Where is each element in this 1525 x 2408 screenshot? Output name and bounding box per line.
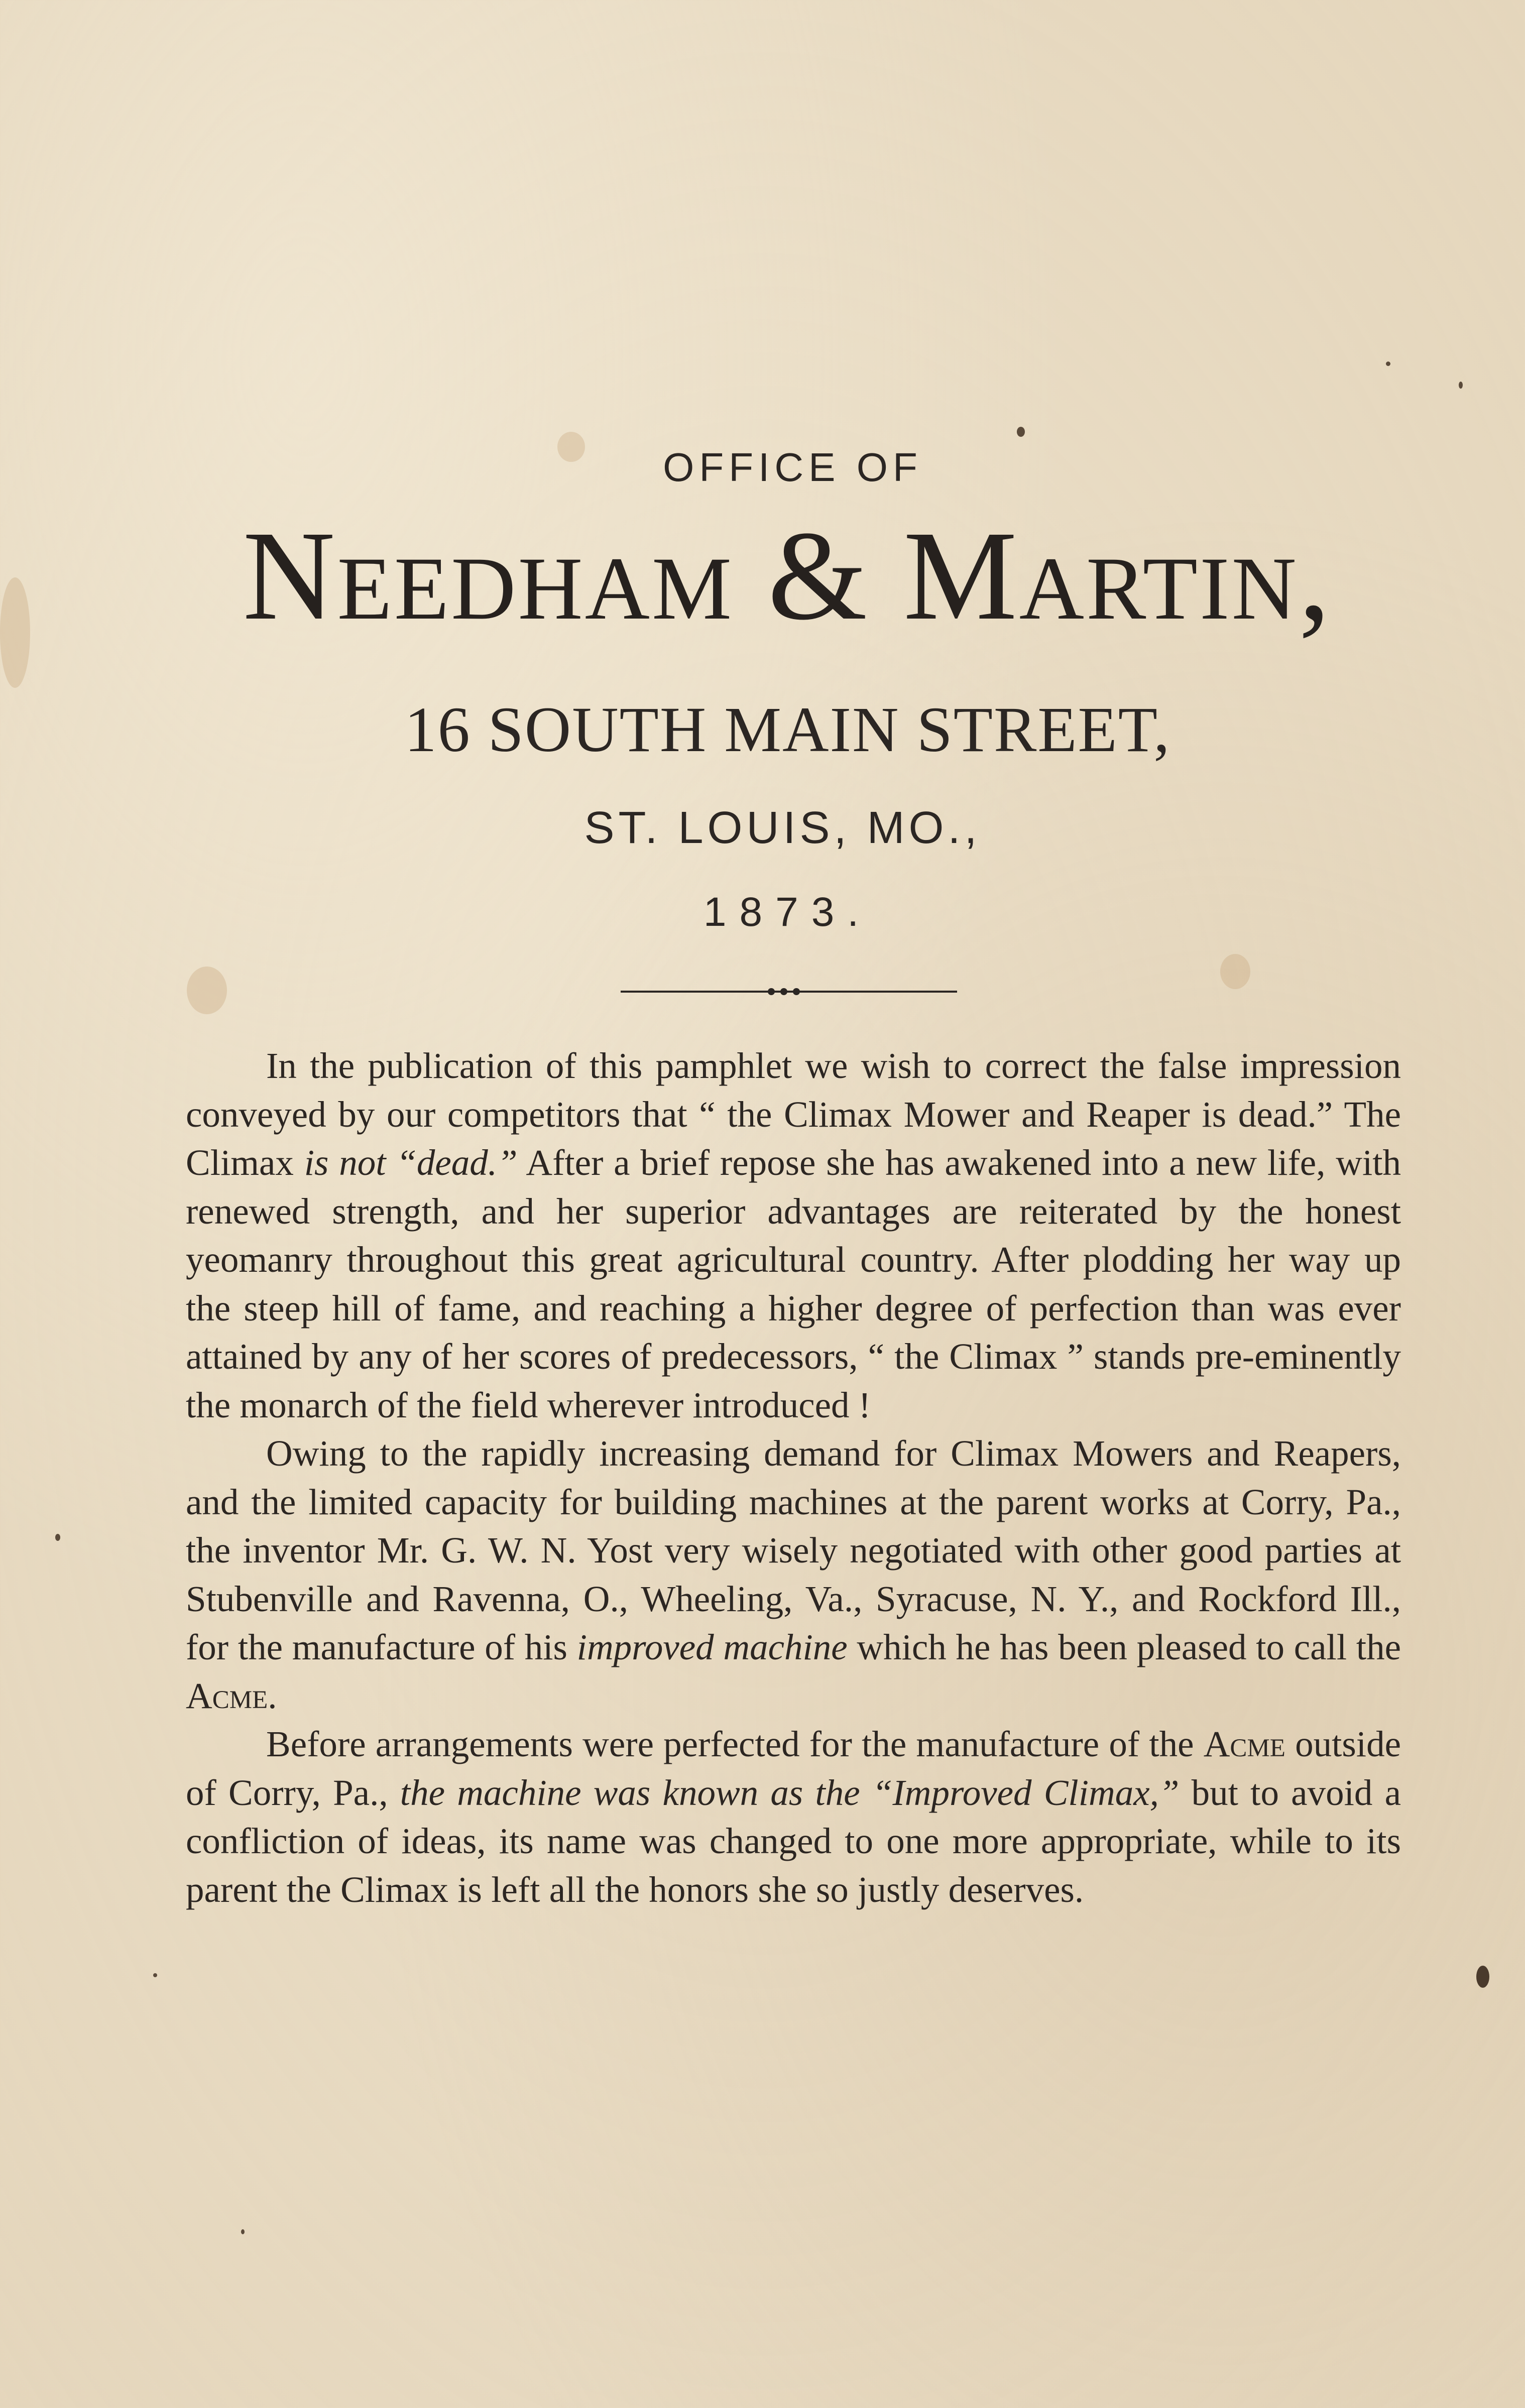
text-run: outside of Corry, Pa.,	[186, 1724, 1401, 1813]
text-run: which he has been pleased to call the	[847, 1627, 1401, 1667]
office-of-label: OFFICE OF	[663, 445, 922, 490]
acme-name: Acme	[186, 1675, 268, 1716]
year-line: 1873.	[703, 889, 872, 935]
text-run: but to avoid a confliction of ideas, its name was changed to one more appropriate, while to its parent the Climax is left all the honors she so justly deserves.	[186, 1772, 1401, 1910]
paragraph-2	[186, 1429, 1401, 1720]
text-run: .	[268, 1675, 277, 1716]
text-run: After a brief repose she has awakened into a new life, with renewed strength, and her superior advantages are reiterated by the honest yeomanry throughout this great agricultural country. After plodding her way up the steep hill of fame, and reaching a higher degree of perfection than was ever attained by any of her scores of predecessors, “ the Climax ” stands pre-eminently the monarch of the field wherever introduced !	[186, 1142, 1401, 1425]
firm-name-title: Needham & Martin,	[243, 505, 1333, 647]
text-run: In the publication of this pamphlet we wish to correct the false impression conveyed by our competitors that “ the Climax Mower and Reaper is dead.” The Climax	[186, 1045, 1401, 1183]
paper-speck	[1459, 382, 1463, 389]
paper-speck	[153, 1973, 157, 1977]
emphasis-text: improved machine	[576, 1627, 848, 1667]
text-run: Before arrangements were perfected for the manufacture of the	[266, 1724, 1204, 1764]
city-line: ST. LOUIS, MO.,	[584, 803, 981, 853]
pamphlet-body	[186, 1042, 1401, 1914]
paper-stain	[187, 967, 227, 1014]
emphasis-text: is not “dead.”	[304, 1142, 518, 1183]
text-run: Owing to the rapidly increasing demand for Climax Mowers and Reapers, and the limited capacity for building machines at the parent works at Corry, Pa., the inventor Mr. G. W. N. Yost very wisely negotiated with other good parties at Stubenville and Ravenna, O., Wheeling, Va., Syracuse, N. Y., and Rockford Ill., for the manufacture of his	[186, 1433, 1401, 1667]
paper-speck	[1386, 362, 1390, 366]
paper-speck	[1476, 1966, 1489, 1988]
paragraph-1	[186, 1042, 1401, 1429]
emphasis-text: the machine was known as the “Improved Climax,”	[400, 1772, 1180, 1813]
acme-name: Acme	[1203, 1724, 1285, 1764]
paper-stain	[1220, 954, 1250, 989]
street-address: 16 SOUTH MAIN STREET,	[404, 694, 1171, 765]
ornamental-divider	[621, 984, 957, 999]
paper-speck	[55, 1534, 60, 1541]
paper-speck	[241, 2229, 245, 2234]
paragraph-3	[186, 1720, 1401, 1914]
paper-speck	[1017, 427, 1025, 437]
